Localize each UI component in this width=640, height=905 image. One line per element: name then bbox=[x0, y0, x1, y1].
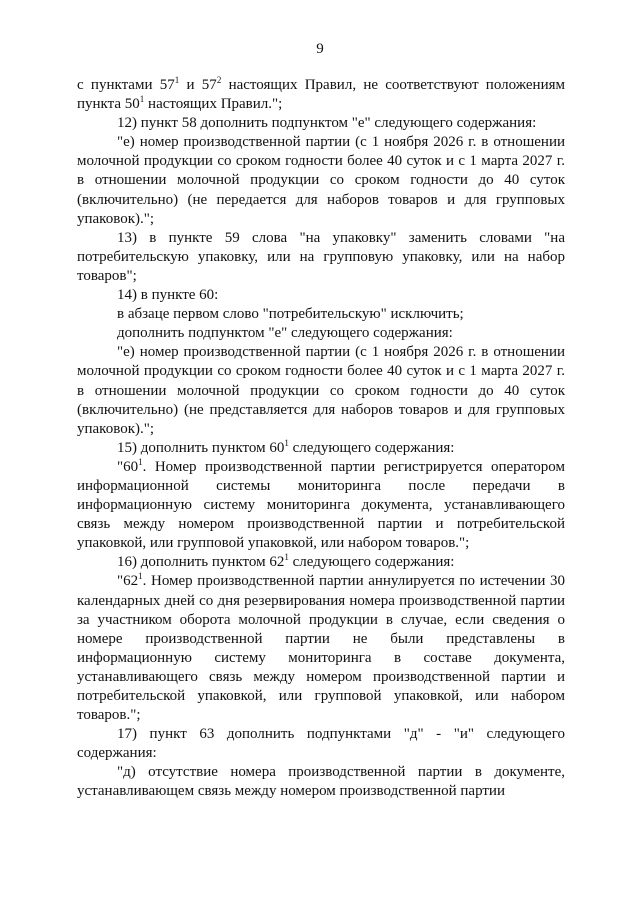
paragraph-text: 15) дополнить пунктом 60 bbox=[117, 439, 285, 456]
document-body bbox=[77, 76, 565, 802]
paragraph-text: настоящих Правил, не соответствуют положениям пункта 50 bbox=[77, 77, 565, 113]
paragraph bbox=[77, 114, 565, 133]
paragraph bbox=[77, 76, 565, 114]
paragraph bbox=[77, 133, 565, 228]
superscript-index: 1 bbox=[138, 456, 143, 467]
paragraph bbox=[77, 553, 565, 572]
paragraph-text: с пунктами 57 bbox=[77, 77, 175, 93]
paragraph-text: следующего содержания: bbox=[288, 439, 455, 456]
paragraph-text: 17) пункт 63 дополнить подпунктами "д" - "и" следующего содержания: bbox=[77, 726, 565, 762]
superscript-index: 1 bbox=[139, 94, 145, 105]
paragraph bbox=[77, 725, 565, 763]
paragraph-text: 12) пункт 58 дополнить подпунктом "е" следующего содержания: bbox=[117, 115, 537, 132]
paragraph bbox=[77, 572, 565, 725]
superscript-index: 2 bbox=[216, 75, 222, 85]
paragraph bbox=[77, 324, 565, 343]
paragraph-text: "62 bbox=[117, 573, 139, 590]
paragraph-text: "д) отсутствие номера производственной партии в документе, устанавливающем связь между номером производственной партии bbox=[77, 764, 565, 800]
superscript-index: 1 bbox=[174, 75, 180, 85]
superscript-index: 1 bbox=[138, 571, 143, 582]
page-number: 9 bbox=[316, 41, 324, 57]
paragraph-text: и 57 bbox=[179, 77, 217, 93]
paragraph-text: . Номер производственной партии аннулируется по истечении 30 календарных дней со дня резервирования номера производственной партии за участником оборота молочной продукции в случае, если сведения о номере производственной партии не были представлены в информационную систему мониторинга в составе документа, устанавливающего связь между номером производственной партии и потребительской упаковкой, или групповой упаковкой, или набором товаров."; bbox=[77, 573, 565, 724]
paragraph-text: 14) в пункте 60: bbox=[117, 287, 219, 304]
paragraph-text: дополнить подпунктом "е" следующего содержания: bbox=[117, 325, 453, 342]
paragraph-text: настоящих Правил."; bbox=[144, 96, 283, 113]
paragraph-text: "е) номер производственной партии (с 1 ноября 2026 г. в отношении молочной продукции со сроком годности более 40 суток и с 1 марта 2027 г. в отношении молочной продукции со сроком годности до 40 суток (включительно) (не представляется для наборов товаров и для групповых упаковок)."; bbox=[77, 344, 565, 437]
paragraph bbox=[77, 458, 565, 553]
paragraph-text: "е) номер производственной партии (с 1 ноября 2026 г. в отношении молочной продукции со сроком годности более 40 суток и с 1 марта 2027 г. в отношении молочной продукции со сроком годности до 40 суток (включительно) (не передается для наборов товаров и для групповых упаковок)."; bbox=[77, 134, 565, 227]
paragraph bbox=[77, 763, 565, 801]
paragraph-text: 16) дополнить пунктом 62 bbox=[117, 554, 285, 571]
paragraph bbox=[77, 229, 565, 286]
paragraph bbox=[77, 305, 565, 324]
paragraph-text: следующего содержания: bbox=[288, 554, 455, 571]
paragraph bbox=[77, 343, 565, 438]
paragraph-text: . Номер производственной партии регистрируется оператором информационной системы мониторинга после передачи в информационную систему мониторинга документа, устанавливающего связь между номером производственной партии и потребительской упаковкой, или групповой упаковкой, или набором товаров."; bbox=[77, 458, 565, 552]
superscript-index: 1 bbox=[284, 437, 289, 448]
paragraph-text: в абзаце первом слово "потребительскую" исключить; bbox=[117, 306, 464, 323]
paragraph-text: "60 bbox=[117, 458, 139, 475]
paragraph-text: 13) в пункте 59 слова "на упаковку" заменить словами "на потребительскую упаковку, или на групповую упаковку, или на набор товаров"; bbox=[77, 229, 565, 284]
paragraph bbox=[77, 439, 565, 458]
superscript-index: 1 bbox=[284, 552, 289, 563]
paragraph bbox=[77, 286, 565, 305]
